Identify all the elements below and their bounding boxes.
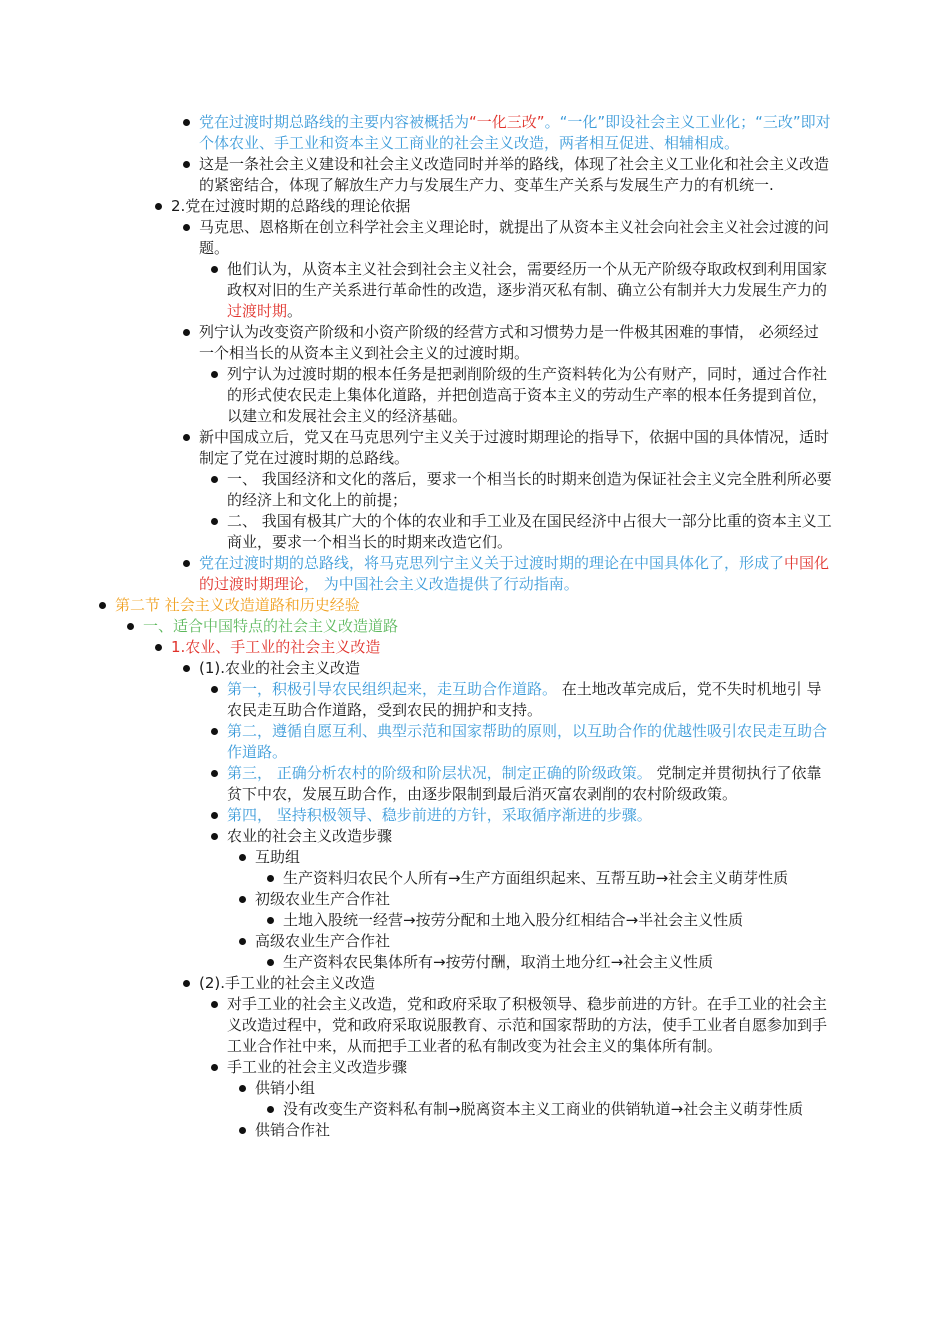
bullet-text: 过渡时期 xyxy=(227,302,288,320)
bullet-text: 农业的社会主义改造步骤 xyxy=(227,827,393,845)
bullet-text: 1.农业、手工业的社会主义改造 xyxy=(171,638,381,656)
bullet-item xyxy=(0,364,833,427)
bullet-text: 列宁认为改变资产阶级和小资产阶级的经营方式和习惯势力是一件极其困难的事情， 必须经过一个相当长的从资本主义到社会主义的过渡时期。 xyxy=(199,323,819,362)
bullet-item xyxy=(0,553,833,595)
bullet-item xyxy=(0,196,833,217)
bullet-text: 供销合作社 xyxy=(255,1121,331,1139)
bullet-item xyxy=(0,826,833,847)
bullet-text: 马克思、恩格斯在创立科学社会主义理论时，就提出了从资本主义社会向社会主义社会过渡的问题。 xyxy=(199,218,830,257)
bullet-text: 列宁认为过渡时期的根本任务是把剥削阶级的生产资料转化为公有财产，同时，通过合作社的形式使农民走上集体化道路，并把创造高于资本主义的劳动生产率的根本任务提到首位，以建立和发展社会主义的经济基础。 xyxy=(227,365,828,425)
bullet-item xyxy=(0,259,833,322)
bullet-item xyxy=(0,847,833,868)
bullet-text: 土地入股统一经营→按劳分配和土地入股分红相结合→半社会主义性质 xyxy=(283,911,744,929)
bullet-text: 第二节 社会主义改造道路和历史经验 xyxy=(115,596,360,614)
bullet-text: 党在过渡时期的总路线，将马克思列宁主义关于过渡时期的理论在中国具体化了，形成了 xyxy=(199,554,785,572)
bullet-text: 二、 我国有极其广大的个体的农业和手工业及在国民经济中占很大一部分比重的资本主义工商业，要求一个相当长的时期来改造它们。 xyxy=(227,512,832,551)
bullet-text: 党在过渡时期总路线的主要内容被概括为 xyxy=(199,113,470,131)
bullet-text: 。 xyxy=(287,302,303,320)
bullet-text: 第二，遵循自愿互利、典型示范和国家帮助的原则，以互助合作的优越性吸引农民走互助合作道路。 xyxy=(227,722,828,761)
bullet-item xyxy=(0,952,833,973)
bullet-text: 第一，积极引导农民组织起来，走互助合作道路。 xyxy=(227,680,558,698)
bullet-item xyxy=(0,889,833,910)
bullet-text: 第三， 正确分析农村的阶级和阶层状况，制定正确的阶级政策。 xyxy=(227,764,652,782)
bullet-item xyxy=(0,154,833,196)
bullet-item xyxy=(0,721,833,763)
bullet-text: 互助组 xyxy=(255,848,301,866)
bullet-text: 中国化的过渡时期理论 xyxy=(199,554,830,593)
bullet-text: “一化三改” xyxy=(469,113,545,131)
bullet-item xyxy=(0,511,833,553)
bullet-item xyxy=(0,805,833,826)
bullet-text: 。“一化”即设社会主义工业化；“三改”即对个体农业、手工业和资本主义工商业的社会主义改造，两者相互促进、相辅相成。 xyxy=(199,113,831,152)
bullet-item xyxy=(0,1120,833,1141)
bullet-text: 生产资料归农民个人所有→生产方面组织起来、互帮互助→社会主义萌芽性质 xyxy=(283,869,789,887)
bullet-item xyxy=(0,910,833,931)
bullet-item xyxy=(0,469,833,511)
bullet-text: 新中国成立后，党又在马克思列宁主义关于过渡时期理论的指导下，依据中国的具体情况，适时制定了党在过渡时期的总路线。 xyxy=(199,428,830,467)
bullet-text: 第四， 坚持积极领导、稳步前进的方针，采取循序渐进的步骤。 xyxy=(227,806,652,824)
bullet-item xyxy=(0,931,833,952)
bullet-item xyxy=(0,994,833,1057)
bullet-text: 这是一条社会主义建设和社会主义改造同时并举的路线，体现了社会主义工业化和社会主义改造的紧密结合，体现了解放生产力与发展生产力、变革生产关系与发展生产力的有机统一. xyxy=(199,155,830,194)
bullet-item xyxy=(0,763,833,805)
bullet-item xyxy=(0,616,833,637)
bullet-item xyxy=(0,637,833,658)
bullet-text: 手工业的社会主义改造步骤 xyxy=(227,1058,408,1076)
bullet-item xyxy=(0,322,833,364)
bullet-item xyxy=(0,427,833,469)
bullet-text: 高级农业生产合作社 xyxy=(255,932,391,950)
bullet-text: ， 为中国社会主义改造提供了行动指南。 xyxy=(304,575,579,593)
bullet-item xyxy=(0,679,833,721)
bullet-item xyxy=(0,217,833,259)
bullet-text: 对手工业的社会主义改造，党和政府采取了积极领导、稳步前进的方针。在手工业的社会主义改造过程中，党和政府采取说服教育、示范和国家帮助的方法，使手工业者自愿参加到手工业合作社中来，从而把手工业者的私有制改变为社会主义的集体所有制。 xyxy=(227,995,828,1055)
bullet-item xyxy=(0,1099,833,1120)
bullet-text: 生产资料农民集体所有→按劳付酬，取消土地分红→社会主义性质 xyxy=(283,953,714,971)
bullet-item xyxy=(0,973,833,994)
bullet-item xyxy=(0,658,833,679)
bullet-item xyxy=(0,868,833,889)
bullet-text: 供销小组 xyxy=(255,1079,316,1097)
bullet-text: 一、 我国经济和文化的落后，要求一个相当长的时期来创造为保证社会主义完全胜利所必要的经济上和文化上的前提； xyxy=(227,470,832,509)
document-body xyxy=(0,112,950,1141)
bullet-text: 没有改变生产资料私有制→脱离资本主义工商业的供销轨道→社会主义萌芽性质 xyxy=(283,1100,804,1118)
bullet-text: 党制定并贯彻执行了依靠贫下中农，发展互助合作，由逐步限制到最后消灭富农剥削的农村阶级政策。 xyxy=(227,764,822,803)
bullet-text: 2.党在过渡时期的总路线的理论依据 xyxy=(171,197,411,215)
bullet-item xyxy=(0,1057,833,1078)
bullet-text: 他们认为，从资本主义社会到社会主义社会，需要经历一个从无产阶级夺取政权到利用国家政权对旧的生产关系进行革命性的改造，逐步消灭私有制、确立公有制并大力发展生产力的 xyxy=(227,260,828,299)
bullet-text: 初级农业生产合作社 xyxy=(255,890,391,908)
bullet-text: (1).农业的社会主义改造 xyxy=(199,659,361,677)
bullet-text: 在土地改革完成后，党不失时机地引 导农民走互助合作道路，受到农民的拥护和支持。 xyxy=(227,680,822,719)
bullet-item xyxy=(0,1078,833,1099)
bullet-item xyxy=(0,112,833,154)
bullet-item xyxy=(0,595,833,616)
bullet-text: (2).手工业的社会主义改造 xyxy=(199,974,376,992)
bullet-text: 一、适合中国特点的社会主义改造道路 xyxy=(143,617,399,635)
